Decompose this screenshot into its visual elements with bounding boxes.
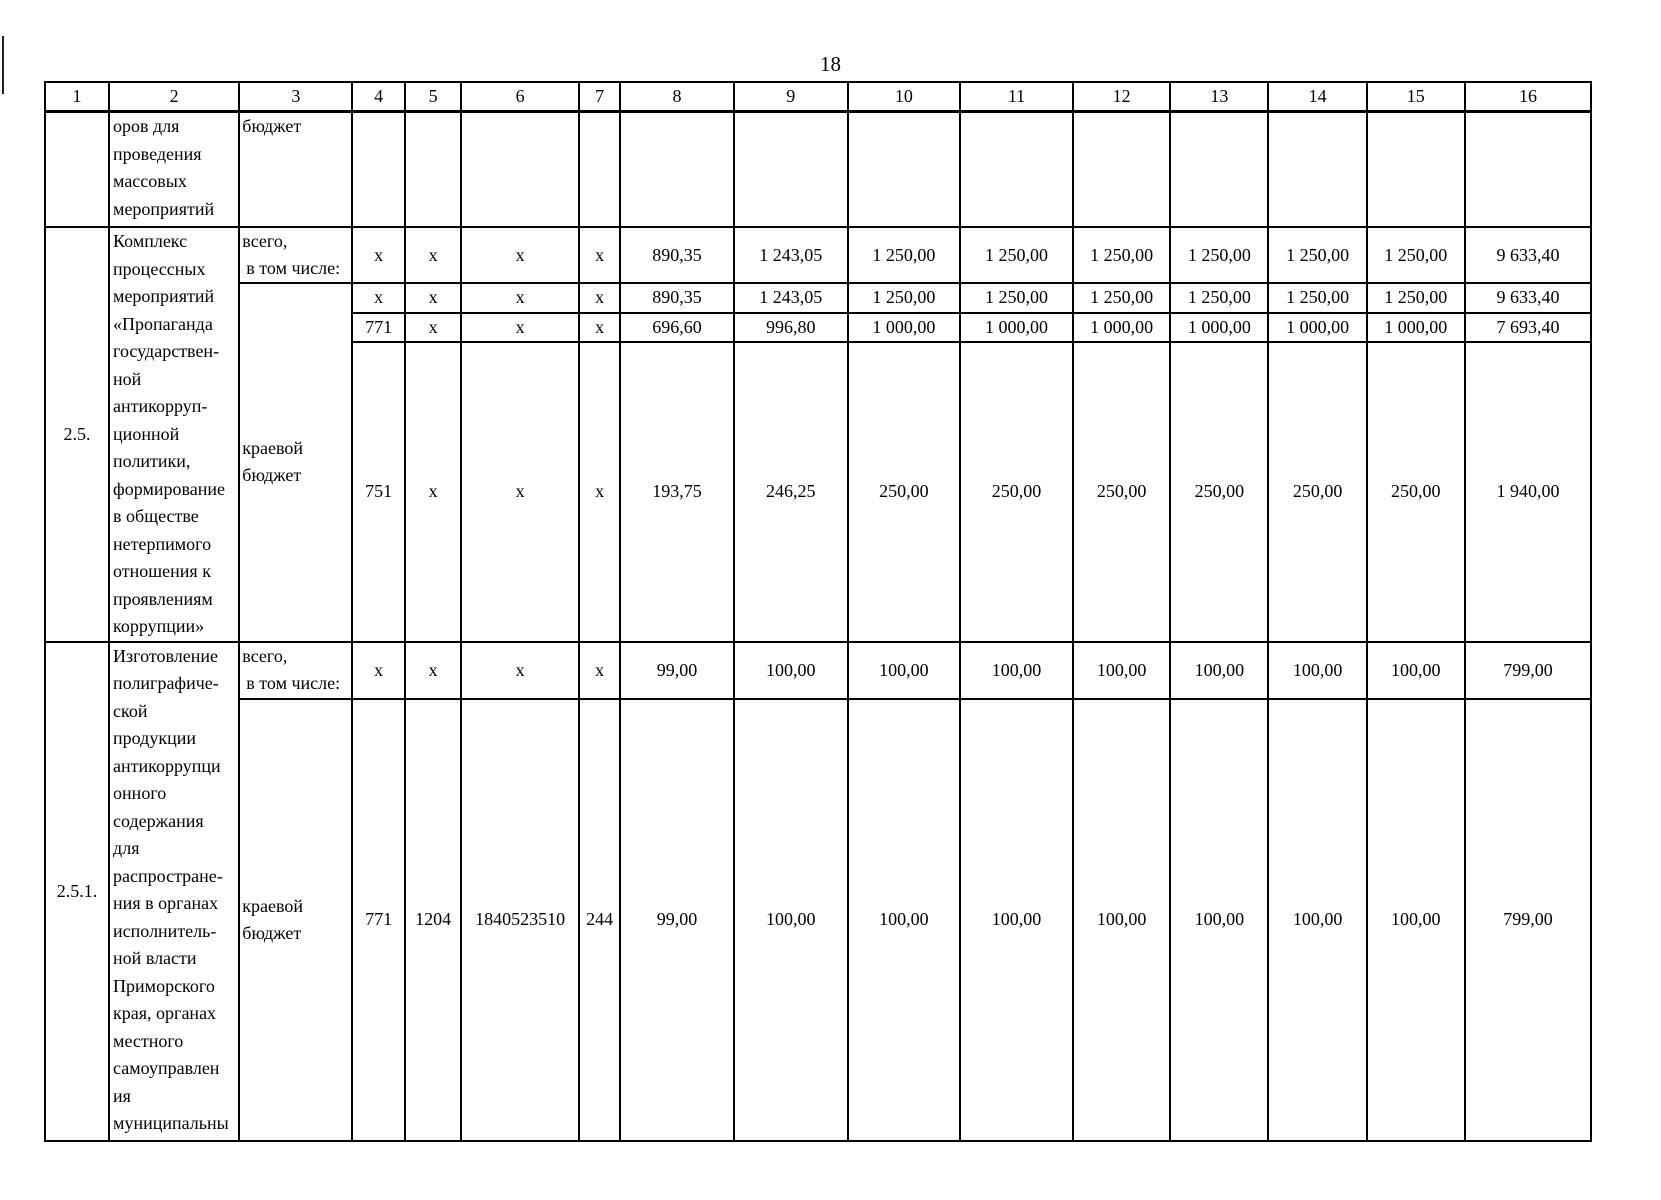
item-number-cell: 2.5.1. xyxy=(45,642,109,1141)
funding-source-cell xyxy=(239,283,352,642)
source-line: краевой xyxy=(242,438,304,459)
value-cell: 100,00 xyxy=(1073,642,1170,699)
value-cell: 250,00 xyxy=(1073,342,1170,642)
value-cell xyxy=(848,112,960,228)
header-cell: 5 xyxy=(405,82,462,112)
header-cell: 9 xyxy=(734,82,848,112)
value-cell: 1 250,00 xyxy=(1367,283,1465,313)
including-label: в том числе: xyxy=(246,672,341,693)
value-cell: 1 000,00 xyxy=(1073,313,1170,342)
name-line: проявлениям xyxy=(113,588,213,609)
item-number-cell: 2.5. xyxy=(45,227,109,642)
value-cell: 1 000,00 xyxy=(1170,313,1268,342)
total-label: всего, xyxy=(242,231,288,251)
name-line: Приморского xyxy=(113,975,215,996)
name-line: для xyxy=(113,838,140,858)
name-line: нетерпимого xyxy=(113,533,212,554)
value-cell: 7 693,40 xyxy=(1465,313,1591,342)
value-cell: 799,00 xyxy=(1465,699,1591,1141)
header-cell: 11 xyxy=(960,82,1073,112)
name-line: коррупции» xyxy=(113,616,205,636)
value-cell: x xyxy=(405,642,462,699)
name-line: «Пропаганда xyxy=(113,313,213,334)
value-cell: 1 250,00 xyxy=(1170,283,1268,313)
value-cell xyxy=(960,112,1073,228)
item-name-cell xyxy=(109,112,239,228)
value-cell: 193,75 xyxy=(620,342,733,642)
value-cell: 100,00 xyxy=(1170,642,1268,699)
value-cell: 1840523510 xyxy=(461,699,578,1141)
header-cell: 8 xyxy=(620,82,733,112)
funding-source-cell xyxy=(239,699,352,1141)
value-cell xyxy=(405,112,462,228)
funding-source-cell xyxy=(239,642,352,699)
value-cell: 771 xyxy=(352,313,404,342)
name-line: ной xyxy=(113,368,142,389)
name-line: муниципальны xyxy=(113,1113,229,1133)
value-cell: 1 000,00 xyxy=(848,313,960,342)
name-line: ной власти xyxy=(113,948,197,968)
value-cell xyxy=(1170,112,1268,228)
value-cell: 250,00 xyxy=(1170,342,1268,642)
value-cell xyxy=(620,112,733,228)
header-cell: 2 xyxy=(109,82,239,112)
funding-source-cell xyxy=(239,112,352,228)
value-cell: x xyxy=(579,342,621,642)
value-cell: 1 250,00 xyxy=(848,227,960,283)
value-cell: 1 250,00 xyxy=(1170,227,1268,283)
header-cell: 16 xyxy=(1465,82,1591,112)
value-cell xyxy=(1465,112,1591,228)
name-line: содержания xyxy=(113,810,204,831)
value-cell: 1 250,00 xyxy=(960,227,1073,283)
table-row xyxy=(45,642,1591,699)
name-line: Изготовление xyxy=(113,645,218,666)
total-label: всего, xyxy=(242,645,288,666)
value-cell: 100,00 xyxy=(1170,699,1268,1141)
value-cell xyxy=(352,112,404,228)
header-cell: 10 xyxy=(848,82,960,112)
value-cell: 751 xyxy=(352,342,404,642)
name-line: ния в органах xyxy=(113,893,219,913)
value-cell: 250,00 xyxy=(960,342,1073,642)
value-cell: 250,00 xyxy=(1268,342,1366,642)
value-cell: x xyxy=(579,642,621,699)
value-cell: 771 xyxy=(352,699,404,1141)
name-line: полиграфиче- xyxy=(113,673,219,693)
value-cell: x xyxy=(461,313,578,342)
value-cell: 1 250,00 xyxy=(1268,227,1366,283)
header-cell: 15 xyxy=(1367,82,1465,112)
header-cell: 12 xyxy=(1073,82,1170,112)
value-cell: 1204 xyxy=(405,699,462,1141)
value-cell: 246,25 xyxy=(734,342,848,642)
value-cell xyxy=(1367,112,1465,228)
header-cell: 1 xyxy=(45,82,109,112)
item-name-cell xyxy=(109,642,239,1141)
value-cell: 100,00 xyxy=(1367,642,1465,699)
name-line: ия xyxy=(113,1085,131,1106)
table-row xyxy=(45,283,1591,313)
table-row xyxy=(45,227,1591,283)
name-line: ционной xyxy=(113,423,180,444)
value-cell: 1 250,00 xyxy=(848,283,960,313)
value-cell: x xyxy=(461,342,578,642)
value-cell: 250,00 xyxy=(1367,342,1465,642)
value-cell: 9 633,40 xyxy=(1465,283,1591,313)
value-cell: 100,00 xyxy=(960,699,1073,1141)
table-row xyxy=(45,112,1591,228)
header-row xyxy=(45,82,1591,112)
source-line: бюджет xyxy=(242,922,302,943)
value-cell: x xyxy=(405,227,462,283)
value-cell: 99,00 xyxy=(620,699,733,1141)
including-label: в том числе: xyxy=(246,258,341,278)
value-cell: 100,00 xyxy=(734,642,848,699)
value-cell: 1 250,00 xyxy=(1073,283,1170,313)
name-line: формирование xyxy=(113,478,225,499)
value-cell: 100,00 xyxy=(1268,699,1366,1141)
value-cell xyxy=(734,112,848,228)
name-line: продукции xyxy=(113,728,196,748)
value-cell: 9 633,40 xyxy=(1465,227,1591,283)
source-line: бюджет xyxy=(242,116,302,136)
value-cell xyxy=(1073,112,1170,228)
value-cell: 100,00 xyxy=(960,642,1073,699)
value-cell: 1 250,00 xyxy=(1073,227,1170,283)
name-line: онного xyxy=(113,783,167,803)
value-cell: 250,00 xyxy=(848,342,960,642)
value-cell: x xyxy=(352,227,404,283)
value-cell: 1 250,00 xyxy=(960,283,1073,313)
name-line: антикорруп- xyxy=(113,396,208,416)
value-cell: 1 000,00 xyxy=(1268,313,1366,342)
header-cell: 6 xyxy=(461,82,578,112)
value-cell: 100,00 xyxy=(848,699,960,1141)
value-cell: 1 243,05 xyxy=(734,283,848,313)
value-cell xyxy=(1268,112,1366,228)
value-cell: x xyxy=(579,227,621,283)
value-cell: x xyxy=(461,642,578,699)
value-cell xyxy=(461,112,578,228)
value-cell: 1 243,05 xyxy=(734,227,848,283)
value-cell: 1 940,00 xyxy=(1465,342,1591,642)
name-line: самоуправлен xyxy=(113,1058,220,1078)
page-number: 18 xyxy=(820,52,841,76)
value-cell: x xyxy=(405,313,462,342)
name-line: исполнитель- xyxy=(113,920,217,941)
item-number-cell xyxy=(45,112,109,228)
value-cell: x xyxy=(352,642,404,699)
value-cell: x xyxy=(405,283,462,313)
value-cell: 99,00 xyxy=(620,642,733,699)
header-cell: 7 xyxy=(579,82,621,112)
value-cell: 1 000,00 xyxy=(960,313,1073,342)
header-cell: 14 xyxy=(1268,82,1366,112)
name-line: массовых xyxy=(113,171,187,191)
value-cell: 799,00 xyxy=(1465,642,1591,699)
source-line: краевой xyxy=(242,895,304,916)
budget-table xyxy=(44,81,1592,1142)
value-cell: 696,60 xyxy=(620,313,733,342)
value-cell xyxy=(579,112,621,228)
name-line: в обществе xyxy=(113,506,199,526)
name-line: мероприятий xyxy=(113,286,215,306)
name-line: края, органах xyxy=(113,1003,217,1023)
value-cell: 1 250,00 xyxy=(1367,227,1465,283)
source-line: бюджет xyxy=(242,465,302,486)
value-cell: 996,80 xyxy=(734,313,848,342)
name-line: политики, xyxy=(113,451,191,471)
name-line: Комплекс xyxy=(113,231,188,251)
value-cell: x xyxy=(579,283,621,313)
header-cell: 13 xyxy=(1170,82,1268,112)
value-cell: 100,00 xyxy=(1268,642,1366,699)
header-cell: 3 xyxy=(239,82,352,112)
value-cell: x xyxy=(579,313,621,342)
value-cell: 100,00 xyxy=(734,699,848,1141)
value-cell: 890,35 xyxy=(620,283,733,313)
value-cell: 100,00 xyxy=(1367,699,1465,1141)
name-line: государствен- xyxy=(113,341,220,361)
value-cell: 244 xyxy=(579,699,621,1141)
value-cell: x xyxy=(461,283,578,313)
value-cell: 890,35 xyxy=(620,227,733,283)
value-cell: x xyxy=(405,342,462,642)
name-line: распростране- xyxy=(113,865,223,886)
name-line: оров для xyxy=(113,116,180,136)
name-line: ской xyxy=(113,700,148,721)
value-cell: x xyxy=(352,283,404,313)
name-line: местного xyxy=(113,1030,184,1051)
name-line: антикоррупци xyxy=(113,755,221,776)
value-cell: 100,00 xyxy=(1073,699,1170,1141)
item-name-cell xyxy=(109,227,239,642)
name-line: процессных xyxy=(113,258,206,279)
name-line: отношения к xyxy=(113,561,211,581)
name-line: проведения xyxy=(113,143,202,164)
value-cell: 100,00 xyxy=(848,642,960,699)
name-line: мероприятий xyxy=(113,198,215,219)
funding-source-cell xyxy=(239,227,352,283)
value-cell: 1 000,00 xyxy=(1367,313,1465,342)
table-row xyxy=(45,699,1591,1141)
value-cell: 1 250,00 xyxy=(1268,283,1366,313)
header-cell: 4 xyxy=(352,82,404,112)
value-cell: x xyxy=(461,227,578,283)
